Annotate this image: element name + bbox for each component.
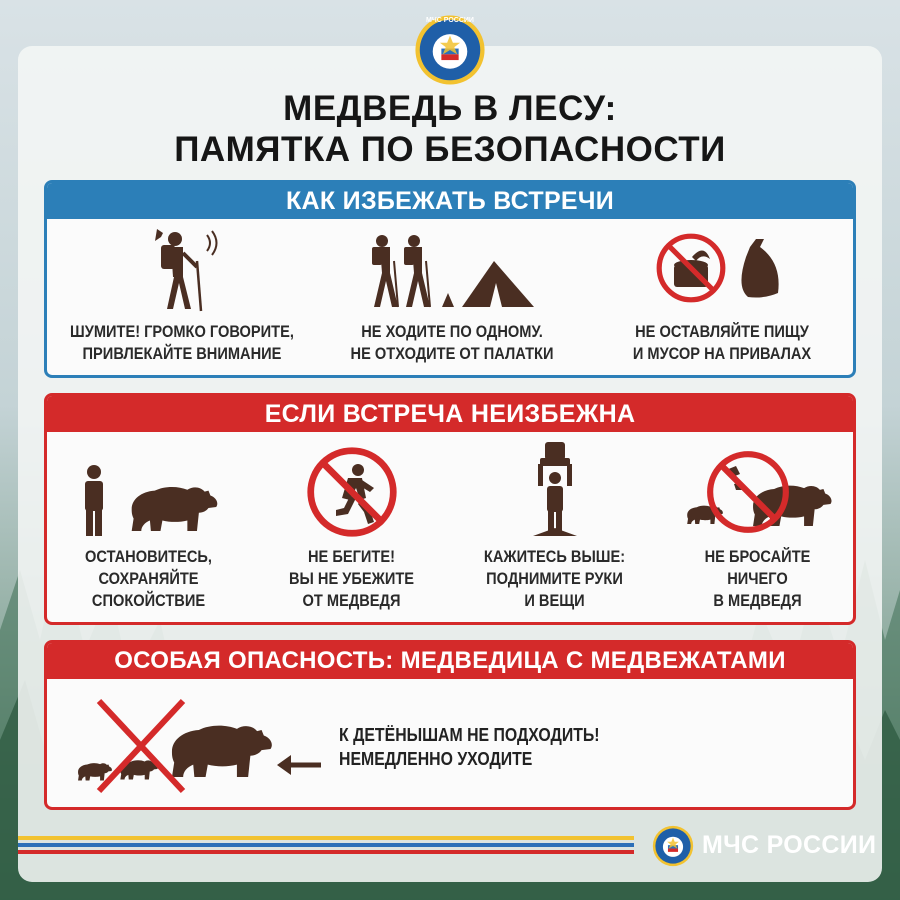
encounter-caption-run-2: ВЫ НЕ УБЕЖИТЕ bbox=[288, 569, 415, 588]
hikers-tent-icon bbox=[362, 227, 542, 313]
raise-hands-icon bbox=[525, 440, 585, 540]
encounter-item-throw bbox=[656, 444, 856, 612]
avoid-caption-group-2: НЕ ОТХОДИТЕ ОТ ПАЛАТКИ bbox=[350, 344, 554, 363]
encounter-caption-run-1: НЕ БЕГИТЕ! bbox=[308, 547, 395, 566]
mother-bear-warning-1: К ДЕТЁНЫШАМ НЕ ПОДХОДИТЬ! bbox=[339, 725, 600, 745]
footer-stripe-blue bbox=[18, 843, 634, 847]
encounter-panel bbox=[44, 393, 856, 625]
avoid-caption-food-1: НЕ ОСТАВЛЯЙТЕ ПИЩУ bbox=[635, 322, 809, 341]
title-line-2: ПАМЯТКА ПО БЕЗОПАСНОСТИ bbox=[174, 130, 726, 169]
mother-bear-heading: ОСОБАЯ ОПАСНОСТЬ: МЕДВЕДИЦА С МЕДВЕЖАТАМИ bbox=[47, 643, 853, 679]
avoid-item-noise bbox=[47, 227, 317, 365]
encounter-caption-stop-3: СПОКОЙСТВИЕ bbox=[91, 591, 206, 610]
mother-bear-warning-2: НЕМЕДЛЕННО УХОДИТЕ bbox=[339, 749, 533, 769]
no-running-icon bbox=[304, 444, 400, 540]
avoid-item-group bbox=[317, 227, 587, 365]
encounter-caption-throw-3: В МЕДВЕДЯ bbox=[713, 591, 802, 610]
encounter-caption-taller-2: ПОДНИМИТЕ РУКИ bbox=[486, 569, 623, 588]
footer-stripe-yellow bbox=[18, 836, 634, 840]
person-bear-icon bbox=[74, 444, 224, 540]
encounter-caption-stop-2: СОХРАНЯЙТЕ bbox=[98, 569, 199, 588]
avoid-encounter-panel bbox=[44, 180, 856, 378]
encounter-caption-throw-1: НЕ БРОСАЙТЕ bbox=[704, 547, 811, 566]
noisy-hiker-icon bbox=[137, 227, 227, 313]
encounter-item-taller bbox=[453, 440, 656, 612]
mother-bear-warning bbox=[339, 723, 600, 771]
encounter-item-run bbox=[250, 444, 453, 612]
avoid-caption-group-1: НЕ ХОДИТЕ ПО ОДНОМУ. bbox=[361, 322, 543, 341]
encounter-item-stop bbox=[47, 444, 250, 612]
page-title bbox=[0, 88, 900, 170]
encounter-caption-stop-1: ОСТАНОВИТЕСЬ, bbox=[85, 547, 212, 566]
arrow-left-icon bbox=[277, 755, 321, 775]
avoid-caption-noise-1: ШУМИТЕ! ГРОМКО ГОВОРИТЕ, bbox=[70, 322, 294, 341]
encounter-caption-throw-2: НИЧЕГО bbox=[727, 569, 788, 588]
encounter-caption-taller-1: КАЖИТЕСЬ ВЫШЕ: bbox=[483, 547, 626, 566]
mother-bear-panel bbox=[44, 640, 856, 810]
footer-stripe-red bbox=[18, 850, 634, 854]
footer-label: МЧС РОССИИ bbox=[702, 831, 877, 859]
emblem-caption: МЧС РОССИИ bbox=[426, 17, 474, 24]
title-line-1: МЕДВЕДЬ В ЛЕСУ: bbox=[283, 89, 617, 128]
encounter-caption-taller-3: И ВЕЩИ bbox=[524, 591, 585, 610]
encounter-heading: ЕСЛИ ВСТРЕЧА НЕИЗБЕЖНА bbox=[47, 396, 853, 432]
mother-bear-cubs-icon bbox=[71, 695, 321, 795]
mchs-emblem-icon bbox=[414, 14, 486, 86]
avoid-caption-food-2: И МУСОР НА ПРИВАЛАХ bbox=[632, 344, 812, 363]
avoid-encounter-heading: КАК ИЗБЕЖАТЬ ВСТРЕЧИ bbox=[47, 183, 853, 219]
avoid-caption-noise-2: ПРИВЛЕКАЙТЕ ВНИМАНИЕ bbox=[82, 344, 282, 363]
avoid-item-food bbox=[587, 227, 856, 365]
no-food-trash-icon bbox=[652, 227, 792, 313]
no-throwing-icon bbox=[680, 444, 836, 540]
encounter-caption-run-3: ОТ МЕДВЕДЯ bbox=[302, 591, 401, 610]
footer-emblem-icon bbox=[652, 825, 694, 867]
